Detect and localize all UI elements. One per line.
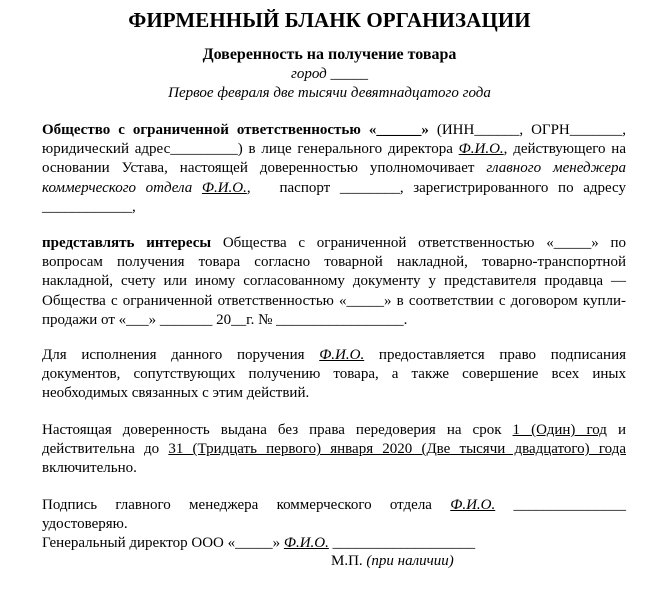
- address-blank: ____________,: [42, 198, 136, 215]
- powers-heading: представлять интересы: [42, 235, 212, 251]
- paragraph-rights: [42, 346, 626, 404]
- contract-reference: продажи от «___» _______ 20__г. № _________________.: [42, 311, 408, 328]
- city-line: город _____: [291, 66, 368, 82]
- text-line: [42, 534, 626, 553]
- text-fragment: юридический адрес_________) в лице генерального директора: [42, 141, 459, 158]
- attorney-name: Ф.И.О.: [201, 179, 247, 196]
- text-line: [42, 140, 626, 159]
- document-title: Доверенность на получение товара: [202, 46, 457, 63]
- text-line: включительно.: [42, 460, 137, 477]
- date-line: Первое февраля две тысячи девятнадцатого года: [168, 85, 491, 101]
- stamp-label: М.П.: [331, 553, 367, 569]
- organization-letterhead: ФИРМЕННЫЙ БЛАНК ОРГАНИЗАЦИИ: [128, 8, 531, 32]
- text-line: [42, 421, 626, 440]
- requisites-text: (ИНН______, ОГРН_______,: [428, 122, 627, 138]
- text-line: вопросам получения товара согласно товарной накладной, товарно-транспортной: [42, 254, 626, 271]
- text-line: [42, 159, 626, 178]
- text-fragment: Общества с ограниченной ответственностью «_____» по: [211, 235, 627, 251]
- text-fragment: основании Устава, настоящей доверенностью уполномочивает: [42, 160, 487, 177]
- attorney-department: коммерческого отдела: [42, 179, 202, 196]
- attorney-position: главного менеджера: [486, 160, 627, 177]
- text-line: накладной, счету или иному согласованному документу у представителя продавца —: [42, 273, 626, 290]
- text-line: [42, 440, 626, 459]
- attorney-name: Ф.И.О.: [319, 347, 365, 363]
- text-line: [42, 234, 626, 253]
- text-line: [42, 496, 626, 515]
- text-line: [42, 121, 626, 140]
- director-title: Генеральный директор ООО «_____»: [42, 535, 284, 552]
- text-fragment: Подпись главного менеджера коммерческого отдела: [42, 497, 451, 513]
- text-fragment: действительна до: [42, 441, 169, 458]
- text-line: [42, 346, 626, 365]
- stamp-placeholder: [331, 553, 454, 570]
- text-line: документов, сопутствующих получению товара, а также совершение всех иных: [42, 366, 626, 383]
- manager-name: Ф.И.О.: [450, 497, 496, 513]
- validity-term: 1 (Один) год: [512, 422, 607, 438]
- manager-signature-blank: _______________: [495, 497, 627, 513]
- text-line: [42, 179, 626, 198]
- paragraph-signatures: [42, 496, 626, 554]
- text-line: [42, 198, 626, 217]
- text-fragment: предоставляется право подписания: [364, 347, 627, 363]
- expiry-date: 31 (Тридцать первого) января 2020 (Две тысячи двадцатого) года: [168, 441, 626, 458]
- text-fragment: , действующего на: [503, 141, 626, 158]
- text-line: Общества с ограниченной ответственностью «_____» в соответствии с договором купли-: [42, 292, 626, 309]
- text-fragment: и: [606, 422, 627, 438]
- stamp-note: (при наличии): [366, 553, 454, 569]
- director-name: Ф.И.О.: [458, 141, 504, 158]
- director-signature-blank: ___________________: [328, 535, 476, 552]
- director-name: Ф.И.О.: [283, 535, 329, 552]
- paragraph-validity: [42, 421, 626, 479]
- text-fragment: Настоящая доверенность выдана без права передоверия на срок: [42, 422, 513, 438]
- text-fragment: Для исполнения данного поручения: [42, 347, 320, 363]
- principal-company: Общество с ограниченной ответственностью «______»: [42, 122, 429, 138]
- paragraph-powers: [42, 234, 626, 330]
- passport-text: , паспорт ________, зарегистрированного по адресу: [246, 179, 626, 196]
- text-line: необходимых связанных с этим действий.: [42, 385, 310, 402]
- text-line: удостоверяю.: [42, 516, 128, 533]
- paragraph-principal: [42, 121, 626, 217]
